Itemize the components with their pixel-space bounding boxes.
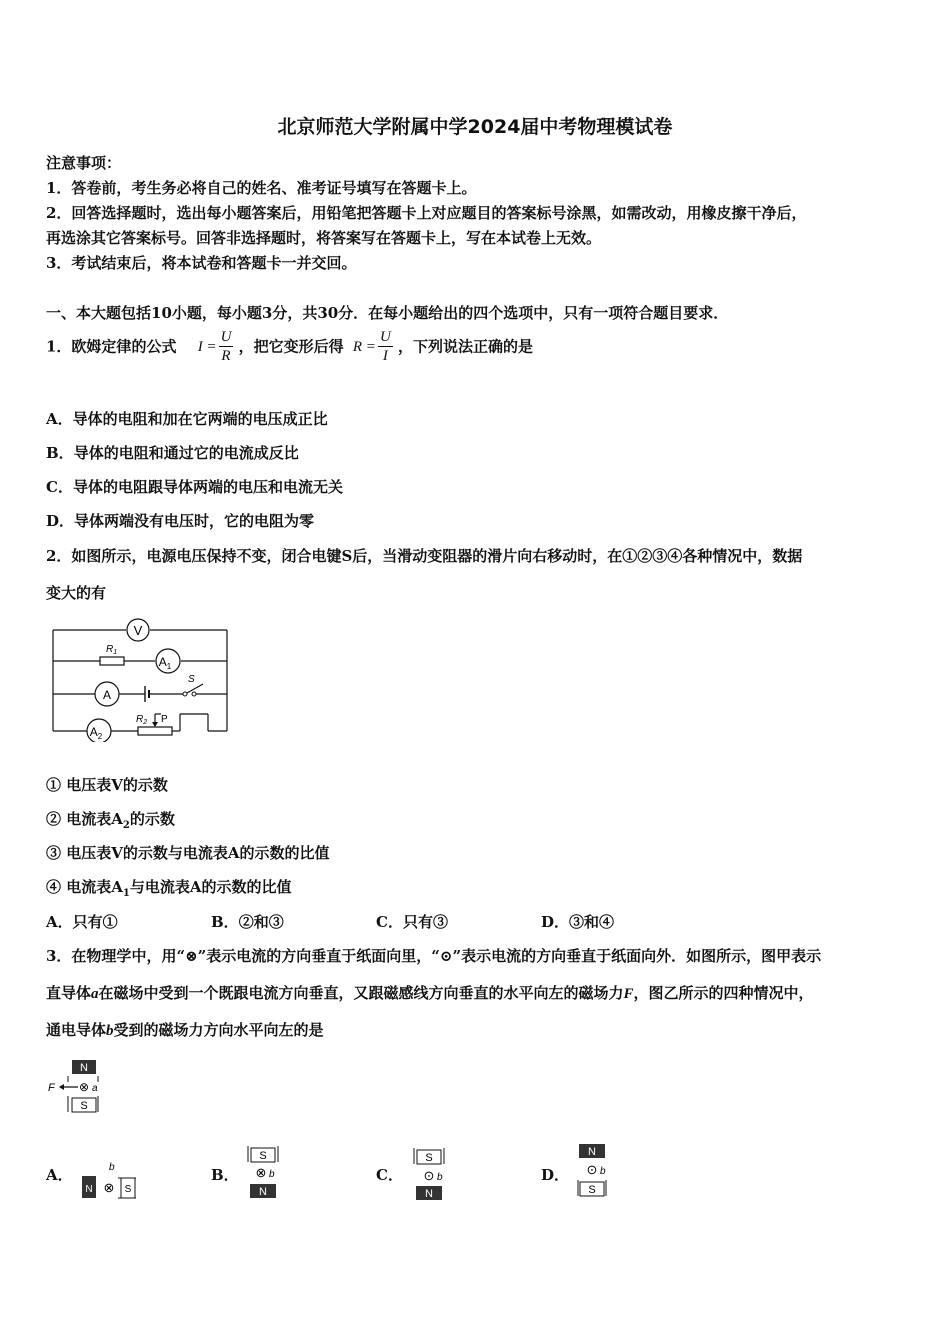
current-out-icon: ⊙ <box>423 1168 435 1183</box>
notice-item: 2．回答选择题时，选出每小题答案后，用铅笔把答题卡上对应题目的答案标号涂黑，如需改动，用橡皮擦干净后， <box>46 204 807 222</box>
q3-option-b[interactable]: B． <box>211 1166 239 1184</box>
option-key: A． <box>46 410 73 428</box>
current-out-icon: ⊙ <box>586 1162 598 1177</box>
slider-label: P <box>161 714 168 725</box>
q1-stem-post: ，下列说法正确的是 <box>398 337 534 356</box>
switch-s[interactable] <box>187 684 203 693</box>
rheostat-r2 <box>138 727 172 735</box>
q1-option-b[interactable] <box>46 443 299 463</box>
a-label: A <box>102 688 112 702</box>
pole-label: N <box>588 1146 596 1158</box>
r2-label: $R_2$ <box>136 714 148 726</box>
question-3-cont2: 通电导体b受到的磁场力方向水平向左的是 <box>46 1021 324 1039</box>
conductor-label: b <box>437 1172 443 1183</box>
q3-option-d[interactable]: D． <box>541 1166 570 1184</box>
q3-option-c[interactable]: C． <box>376 1166 403 1184</box>
q1-option-a[interactable] <box>46 409 328 429</box>
conductor-label: a <box>92 1083 98 1094</box>
q2-item-3: ③ 电压表V的示数与电流表A的示数的比值 <box>46 844 330 862</box>
conductor-label: b <box>600 1166 606 1177</box>
a2-label: $A_2$ <box>89 725 103 741</box>
option-text: 导体两端没有电压时，它的电阻为零 <box>74 512 315 530</box>
r1-label: $R_1$ <box>106 644 118 656</box>
pole-label: S <box>259 1150 267 1162</box>
question-3-cont: 直导体a在磁场中受到一个既跟电流方向垂直，又跟磁感线方向垂直的水平向左的磁场力F，图乙所示的四种情况中， <box>46 984 814 1002</box>
switch-contact <box>183 692 187 696</box>
current-in-icon: ⊗ <box>78 1080 90 1094</box>
pole-label: S <box>588 1184 596 1196</box>
q2-option-d[interactable]: D．③和④ <box>541 913 615 931</box>
a1-label: $A_1$ <box>158 655 172 671</box>
option-key: B． <box>46 444 74 462</box>
page-title: 北京师范大学附属中学2024届中考物理模试卷 <box>277 116 673 138</box>
option-key: C． <box>46 478 73 496</box>
notice-item: 3．考试结束后，将本试卷和答题卡一并交回。 <box>46 254 357 272</box>
pole-label: N <box>259 1186 267 1198</box>
q2-item-1: ① 电压表V的示数 <box>46 776 168 794</box>
q3-option-a[interactable]: A． <box>46 1166 73 1184</box>
question-2: 2．如图所示，电源电压保持不变，闭合电键S后，当滑动变阻器的滑片向右移动时，在①②③④各种情况中，数据 <box>46 547 803 565</box>
current-in-icon: ⊗ <box>255 1165 267 1180</box>
pole-label: S <box>425 1152 433 1164</box>
q2-item-2: ② 电流表$A_2$的示数 <box>46 810 175 831</box>
formula-lhs: I = <box>197 338 217 355</box>
q3-option-d-figure <box>574 1142 614 1200</box>
notice-heading: 注意事项： <box>46 154 122 172</box>
question-3: 3．在物理学中，用“⊗”表示电流的方向垂直于纸面向里，“⊙”表示电流的方向垂直于纸面向外．如图所示，图甲表示 <box>46 947 822 965</box>
formula-lhs: R = <box>352 338 376 355</box>
q1-option-d[interactable] <box>46 511 314 531</box>
pole-label: N <box>425 1188 433 1200</box>
pole-label: N <box>80 1062 88 1074</box>
notice-item: 1．答卷前，考生务必将自己的姓名、准考证号填写在答题卡上。 <box>46 179 477 197</box>
ohm-formula <box>198 328 234 365</box>
pole-label: S <box>80 1100 88 1112</box>
force-arrowhead <box>59 1084 64 1090</box>
voltmeter-label: V <box>133 623 143 638</box>
switch-label: S <box>188 674 195 685</box>
q1-stem-mid: ，把它变形后得 <box>238 337 344 356</box>
question-2-cont: 变大的有 <box>46 584 107 602</box>
formula-num: U <box>379 329 391 345</box>
option-text: 导体的电阻和通过它的电流成反比 <box>73 444 299 462</box>
q3-option-b-figure <box>244 1144 284 1202</box>
force-label: F <box>48 1082 55 1094</box>
option-text: 导体的电阻跟导体两端的电压和电流无关 <box>72 478 343 496</box>
q2-option-a[interactable]: A．只有① <box>46 913 118 931</box>
notice-item: 再选涂其它答案标号。回答非选择题时，将答案写在答题卡上，写在本试卷上无效。 <box>46 229 602 247</box>
q2-item-4: ④ 电流表$A_1$与电流表A的示数的比值 <box>46 878 292 899</box>
circuit-diagram <box>48 618 232 742</box>
conductor-label: b <box>109 1162 115 1173</box>
formula-den: I <box>382 348 388 364</box>
resistor-r1 <box>100 657 124 665</box>
q2-option-b[interactable]: B．②和③ <box>211 913 284 931</box>
q3-option-a-figure <box>78 1160 140 1202</box>
q3-option-c-figure <box>410 1146 450 1204</box>
q1-stem-pre: 1．欧姆定律的公式 <box>46 337 177 356</box>
formula-num: U <box>220 329 232 345</box>
ohm-formula-derived <box>353 328 393 365</box>
q1-option-c[interactable] <box>46 477 343 497</box>
question-1 <box>46 328 533 365</box>
figure-jia <box>46 1058 106 1114</box>
pole-label: S <box>124 1184 132 1195</box>
conductor-label: b <box>269 1169 275 1180</box>
current-in-icon: ⊗ <box>103 1180 115 1195</box>
option-text: 导体的电阻和加在它两端的电压成正比 <box>72 410 328 428</box>
slider-arrow <box>152 722 158 727</box>
pole-label: N <box>85 1184 93 1195</box>
q2-option-c[interactable]: C．只有③ <box>376 913 448 931</box>
switch-contact <box>192 692 196 696</box>
formula-den: R <box>221 348 231 364</box>
section-heading: 一、本大题包括10小题，每小题3分，共30分．在每小题给出的四个选项中，只有一项符合题目要求． <box>46 304 729 322</box>
option-key: D． <box>46 512 75 530</box>
